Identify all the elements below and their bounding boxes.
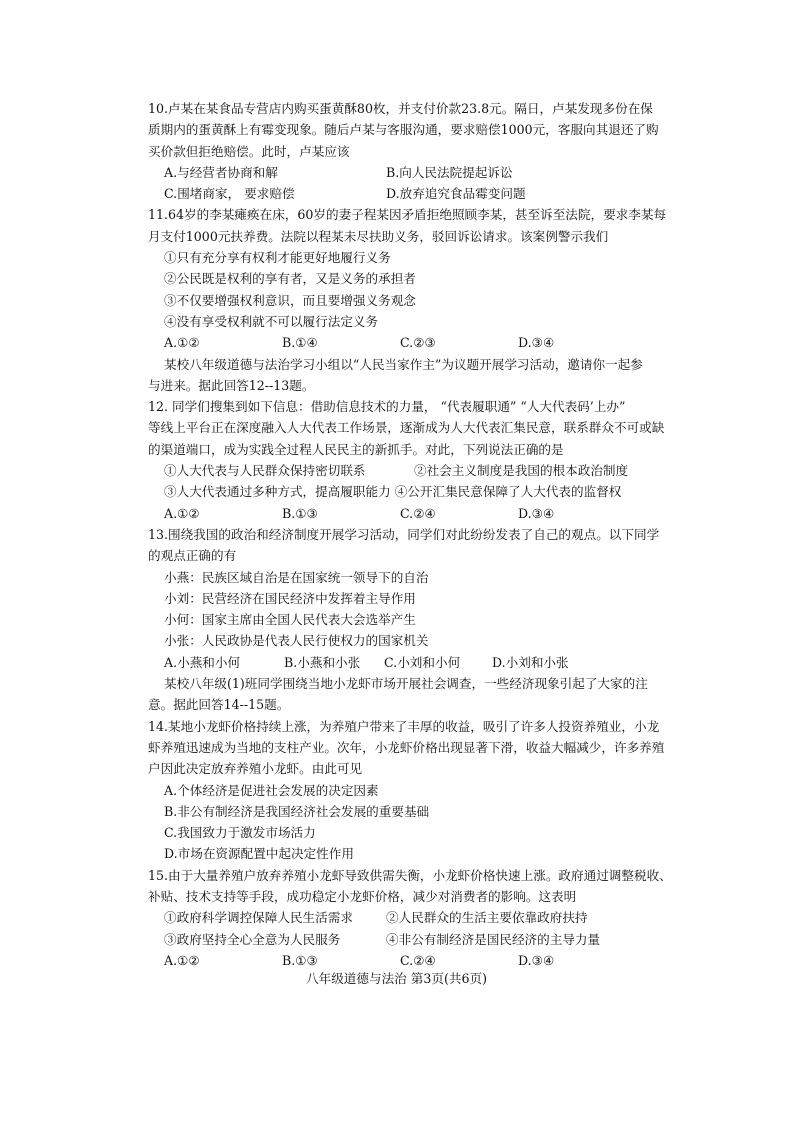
- student-view: 小何：国家主席由全国人民代表大会选举产生: [164, 612, 416, 628]
- option-c: C.小刘和小何: [384, 654, 461, 670]
- question-10-options-row: [148, 183, 688, 204]
- statement-1: ①人大代表与人民群众保持密切联系: [164, 463, 366, 479]
- option-a: A.①②: [164, 505, 200, 521]
- statement-row: ③人大代表通过多种方式，提高履职能力 ④公开汇集民意保障了人大代表的监督权: [164, 484, 622, 500]
- question-14-line: 14.某地小龙虾价格持续上涨，为养殖户带来了丰厚的收益，吸引了许多人投资养殖业，小龙: [148, 718, 660, 734]
- question-14-line: 户因此决定放弃养殖小龙虾。由此可见: [148, 761, 363, 777]
- option-d: D.放弃追究食品霉变问题: [386, 186, 526, 202]
- option-b: B.①③: [282, 505, 318, 521]
- statement-1: ①只有充分享有权利才能更好地履行义务: [164, 250, 391, 266]
- question-15-line: 15.由于大量养殖户放弃养殖小龙虾导致供需失衡，小龙虾价格快速上涨。政府通过调整税收、: [148, 867, 672, 883]
- option-d: D.小刘和小张: [492, 654, 569, 670]
- question-13: [148, 524, 688, 673]
- question-10-line: 质期内的蛋黄酥上有霉变现象。随后卢某与客服沟通，要求赔偿1000元，客服向其退还了购: [148, 122, 659, 138]
- statement-3: ③政府坚持全心全意为人民服务: [164, 931, 341, 947]
- question-14: [148, 716, 688, 865]
- option-a: A.①②: [164, 952, 200, 968]
- question-12: [148, 396, 688, 524]
- option-d: D.③④: [518, 505, 555, 521]
- question-15: [148, 865, 688, 971]
- question-10-options-row: [148, 162, 688, 183]
- option-d: D.③④: [518, 952, 555, 968]
- option-d: D.市场在资源配置中起决定性作用: [164, 846, 354, 862]
- question-10: [148, 98, 688, 204]
- student-view: 小燕：民族区域自治是在国家统一领导下的自治: [164, 569, 429, 585]
- statement-2: ②社会主义制度是我国的根本政治制度: [414, 463, 629, 479]
- option-a: A.①②: [164, 335, 200, 351]
- statement-1: ①政府科学调控保障人民生活需求: [164, 910, 353, 926]
- option-a: A.与经营者协商和解: [164, 164, 278, 180]
- question-11: [148, 204, 688, 353]
- option-a: A.小燕和小何: [164, 654, 241, 670]
- intro-14-15: [148, 673, 688, 716]
- intro-line: 某校八年级道德与法治学习小组以“人民当家作主”为议题开展学习活动，邀请你一起参: [164, 356, 643, 372]
- question-12-line: 的渠道端口，成为实践全过程人民民主的新抓手。对此，下列说法正确的是: [148, 441, 564, 457]
- question-13-line: 的观点正确的有: [148, 548, 237, 564]
- page-footer: 八年级道德与法治 第3页(共6页): [306, 971, 487, 986]
- statement-row: [148, 907, 688, 928]
- question-10-line: 买价款但拒绝赔偿。此时，卢某应该: [148, 143, 350, 159]
- intro-line: 与进来。据此回答12--13题。: [148, 377, 315, 393]
- question-13-line: 13.围绕我国的政治和经济制度开展学习活动，同学们对此纷纷发表了自己的观点。以下同学: [148, 526, 660, 542]
- intro-line: 某校八年级(1)班同学围绕当地小龙虾市场开展社会调查，一些经济现象引起了大家的注: [164, 676, 648, 692]
- statement-4: ④没有享受权利就不可以履行法定义务: [164, 313, 379, 329]
- statement-2: ②人民群众的生活主要依靠政府扶持: [386, 910, 588, 926]
- option-a: A.个体经济是促进社会发展的决定因素: [164, 782, 379, 798]
- option-c: C.我国致力于激发市场活力: [164, 825, 316, 841]
- statement-row: [148, 929, 688, 950]
- question-12-line: 等线上平台正在深度融入人大代表工作场景，逐渐成为人大代表汇集民意，联系群众不可或缺: [148, 420, 665, 436]
- question-10-line: 10.卢某在某食品专营店内购买蛋黄酥80枚，并支付价款23.8元。隔日，卢某发现多份在保: [148, 101, 653, 116]
- student-view: 小刘：民营经济在国民经济中发挥着主导作用: [164, 590, 416, 606]
- option-c: C.围堵商家， 要求赔偿: [164, 186, 295, 202]
- option-b: B.小燕和小张: [284, 654, 361, 670]
- option-c: C.②③: [400, 335, 436, 351]
- question-11-line: 11.64岁的李某瘫痪在床，60岁的妻子程某因矛盾拒绝照顾李某，甚至诉至法院，要求李某每: [148, 207, 667, 223]
- option-c: C.②④: [400, 505, 436, 521]
- option-b: B.①③: [282, 952, 318, 968]
- statement-3: ③不仅要增强权利意识，而且要增强义务观念: [164, 292, 416, 308]
- option-b: B.向人民法院提起诉讼: [386, 164, 513, 180]
- question-12-options-row: [148, 503, 688, 524]
- option-d: D.③④: [518, 335, 555, 351]
- option-b: B.①④: [282, 335, 318, 351]
- intro-12-13: [148, 354, 688, 397]
- student-view: 小张：人民政协是代表人民行使权力的国家机关: [164, 633, 429, 649]
- question-15-line: 补贴、技术支持等手段，成功稳定小龙虾价格，减少对消费者的影响。这表明: [148, 888, 577, 904]
- question-12-line: 12. 同学们搜集到如下信息：借助信息技术的力量， “代表履职通” “人大代表码’上办”: [148, 399, 626, 415]
- question-11-line: 月支付1000元扶养费。法院以程某未尽扶助义务，驳回诉讼请求。该案例警示我们: [148, 228, 609, 244]
- statement-row: [148, 460, 688, 481]
- intro-line: 意。据此回答14--15题。: [148, 697, 290, 713]
- question-11-options-row: [148, 332, 688, 353]
- statement-2: ②公民既是权利的享有者，又是义务的承担者: [164, 271, 416, 287]
- option-c: C.②④: [400, 952, 436, 968]
- exam-page: [148, 98, 688, 971]
- question-13-options-row: [148, 652, 688, 673]
- statement-4: ④非公有制经济是国民经济的主导力量: [386, 931, 601, 947]
- option-b: B.非公有制经济是我国经济社会发展的重要基础: [164, 803, 430, 819]
- question-14-line: 虾养殖迅速成为当地的支柱产业。次年，小龙虾价格出现显著下滑，收益大幅减少，许多养殖: [148, 739, 665, 755]
